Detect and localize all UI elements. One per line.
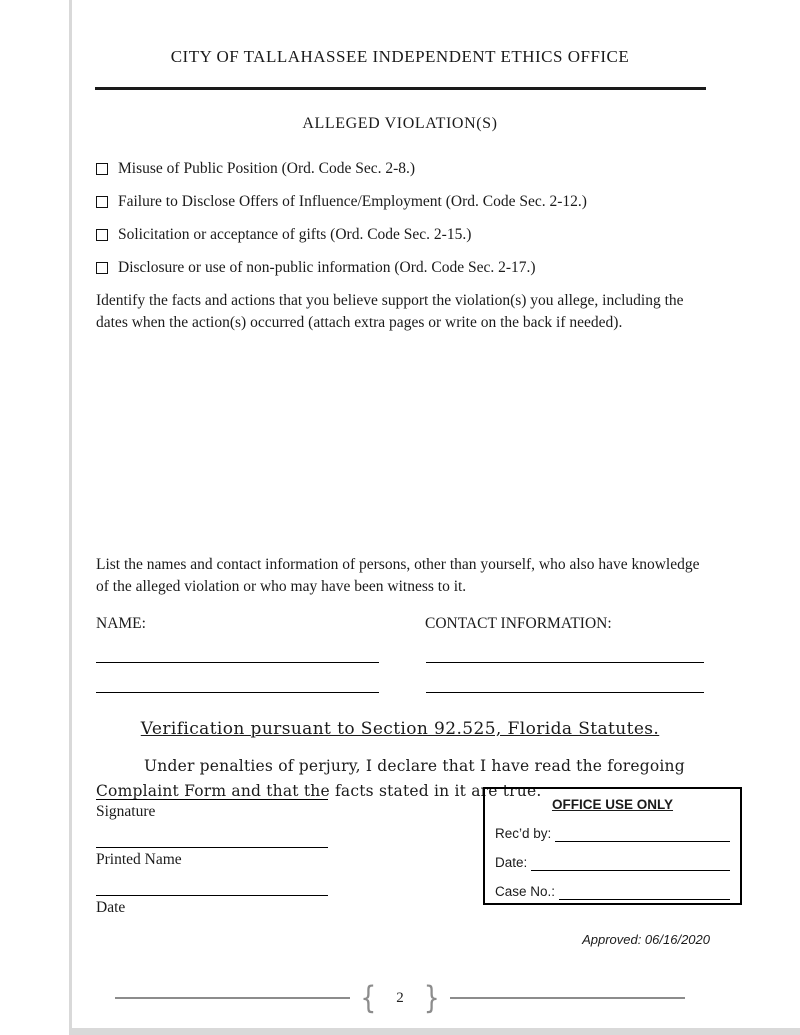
footer-rule-right bbox=[450, 997, 685, 999]
witness-table-headers bbox=[96, 614, 704, 634]
facts-response-area[interactable] bbox=[0, 334, 800, 542]
signature-label: Signature bbox=[96, 803, 156, 820]
signature-field bbox=[96, 799, 328, 821]
facts-prompt: Identify the facts and actions that you believe support the violation(s) you allege, including the dates when the action(s) occurred (attach extra pages or write on the back if needed). bbox=[96, 292, 684, 331]
witness-name-header: NAME: bbox=[96, 615, 146, 632]
violation-checkbox-failure-to-disclose[interactable] bbox=[96, 196, 108, 208]
office-use-only-title: OFFICE USE ONLY bbox=[551, 797, 674, 812]
case-no-line[interactable] bbox=[559, 886, 730, 900]
approved-note: Approved: 06/16/2020 bbox=[582, 932, 710, 947]
case-no-label: Case No.: bbox=[495, 884, 556, 899]
office-use-only-box bbox=[483, 787, 742, 905]
case-no-row bbox=[495, 884, 730, 900]
printed-name-line[interactable] bbox=[96, 847, 328, 848]
date-line[interactable] bbox=[96, 895, 328, 896]
violation-label: Solicitation or acceptance of gifts (Ord. Code Sec. 2-15.) bbox=[118, 226, 472, 243]
printed-name-label: Printed Name bbox=[96, 851, 182, 868]
header-rule bbox=[95, 87, 706, 90]
witness-prompt: List the names and contact information of persons, other than yourself, who also have knowledge of the alleged violation or who may have been witness to it. bbox=[96, 556, 700, 595]
violation-label: Misuse of Public Position (Ord. Code Sec. 2-8.) bbox=[118, 160, 416, 177]
verification-heading: Verification pursuant to Section 92.525, Florida Statutes. bbox=[140, 719, 660, 739]
violation-label: Failure to Disclose Offers of Influence/Employment (Ord. Code Sec. 2-12.) bbox=[118, 193, 587, 210]
witness-name-line-2[interactable] bbox=[96, 692, 379, 693]
section-title-alleged-violations: ALLEGED VIOLATION(S) bbox=[302, 115, 498, 132]
signature-block bbox=[96, 799, 328, 943]
office-date-line[interactable] bbox=[531, 857, 730, 871]
violation-checkbox-solicitation[interactable] bbox=[96, 229, 108, 241]
left-bracket-ornament: { bbox=[360, 979, 377, 1016]
violation-row bbox=[96, 224, 704, 245]
violation-row bbox=[96, 191, 704, 212]
printed-name-field bbox=[96, 847, 328, 869]
verification-statement: Under penalties of perjury, I declare that I have read the foregoing Complaint Form and that the facts stated in it are true. bbox=[96, 757, 685, 800]
office-date-label: Date: bbox=[495, 855, 528, 870]
violation-checkbox-nonpublic-info[interactable] bbox=[96, 262, 108, 274]
recd-by-line[interactable] bbox=[555, 828, 730, 842]
recd-by-row bbox=[495, 826, 730, 842]
document-title: CITY OF TALLAHASSEE INDEPENDENT ETHICS OFFICE bbox=[170, 47, 630, 66]
right-bracket-ornament: } bbox=[423, 979, 440, 1016]
witness-contact-line-2[interactable] bbox=[426, 692, 704, 693]
violation-label: Disclosure or use of non-public information (Ord. Code Sec. 2-17.) bbox=[118, 259, 536, 276]
violations-list bbox=[96, 158, 704, 278]
violation-checkbox-misuse[interactable] bbox=[96, 163, 108, 175]
footer-rule-left bbox=[115, 997, 350, 999]
witness-contact-header: CONTACT INFORMATION: bbox=[425, 615, 612, 632]
page-footer bbox=[115, 979, 685, 1016]
witness-row-2 bbox=[96, 692, 704, 693]
witness-row-1 bbox=[96, 662, 704, 663]
page-edge-left bbox=[69, 0, 72, 1035]
date-field bbox=[96, 895, 328, 917]
witness-name-line-1[interactable] bbox=[96, 662, 379, 663]
page-edge-bottom bbox=[69, 1028, 800, 1035]
page-number: 2 bbox=[396, 989, 404, 1006]
date-label: Date bbox=[96, 899, 126, 916]
violation-row bbox=[96, 158, 704, 179]
recd-by-label: Rec’d by: bbox=[495, 826, 552, 841]
office-date-row bbox=[495, 855, 730, 871]
violation-row bbox=[96, 257, 704, 278]
signature-line[interactable] bbox=[96, 799, 328, 800]
witness-contact-line-1[interactable] bbox=[426, 662, 704, 663]
